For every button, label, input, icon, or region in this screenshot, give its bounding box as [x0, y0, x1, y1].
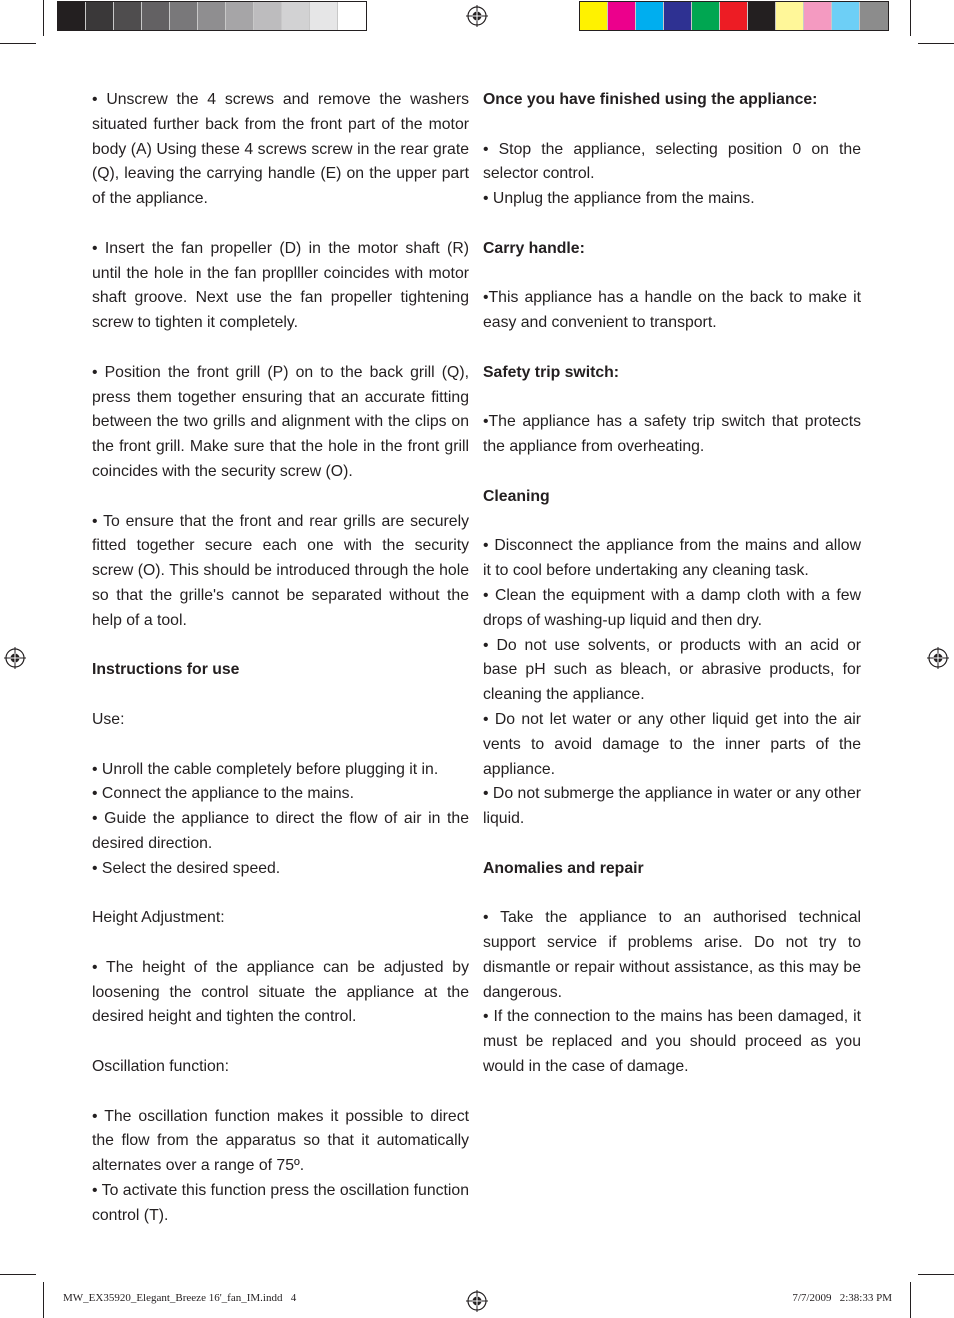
crop-mark	[0, 1274, 36, 1275]
crop-mark	[910, 1282, 911, 1318]
paragraph-spacer	[483, 212, 861, 237]
paragraph: • Do not let water or any other liquid get into the air vents to avoid damage to the inner parts of the appliance.	[483, 710, 861, 778]
paragraph: • Position the front grill (P) on to the back grill (Q), press them together ensuring that an accurate fitting between the two grills and alignment with the clips on the front grill. Make sure that the hole in the front grill coincides with the security screw (O).	[92, 363, 469, 480]
paragraph: • Unscrew the 4 screws and remove the washers situated further back from the front part of the motor body (A) Using these 4 screws screw in the rear grate (Q), leaving the carrying handle (E) on the upper part of the appliance.	[92, 91, 469, 208]
paragraph-spacer	[92, 634, 469, 659]
paragraph-spacer	[483, 336, 861, 361]
paragraph-spacer	[483, 386, 861, 411]
paragraph: • The oscillation function makes it possible to direct the flow from the apparatus so that it automatically alternates over a range of 75º.	[92, 1107, 469, 1175]
registration-mark-icon	[466, 1290, 488, 1312]
section-heading: Instructions for use	[92, 661, 240, 679]
color-swatch	[254, 2, 282, 30]
paragraph: • Select the desired speed.	[92, 859, 281, 877]
slug-filename: MW_EX35920_Elegant_Breeze 16'_fan_IM.indd 4	[63, 1292, 297, 1304]
grayscale-color-bar	[57, 1, 367, 31]
left-text-column	[92, 88, 469, 1229]
paragraph-spacer	[92, 1030, 469, 1055]
color-swatch	[114, 2, 142, 30]
paragraph-spacer	[483, 460, 861, 485]
crop-mark	[918, 1274, 954, 1275]
color-swatch	[664, 2, 692, 30]
paragraph: • Disconnect the appliance from the mains and allow it to cool before undertaking any cleaning task.	[483, 537, 861, 580]
color-swatch	[832, 2, 860, 30]
crop-mark	[43, 0, 44, 36]
paragraph: • Do not use solvents, or products with an acid or base pH such as bleach, or abrasive products, for cleaning the appliance.	[483, 636, 861, 704]
paragraph: • Unplug the appliance from the mains.	[483, 190, 755, 208]
paragraph-spacer	[483, 832, 861, 857]
color-swatch	[310, 2, 338, 30]
paragraph-spacer	[483, 113, 861, 138]
paragraph-spacer	[92, 485, 469, 510]
section-heading: Once you have finished using the appliance:	[483, 91, 818, 108]
paragraph: • Do not submerge the appliance in water or any other liquid.	[483, 785, 861, 828]
section-heading: Carry handle:	[483, 239, 585, 257]
paragraph-spacer	[92, 336, 469, 361]
section-heading: Cleaning	[483, 487, 550, 505]
color-swatch	[804, 2, 832, 30]
color-swatch	[720, 2, 748, 30]
color-swatch	[338, 2, 366, 30]
section-heading: Safety trip switch:	[483, 363, 620, 381]
paragraph-spacer	[483, 262, 861, 287]
color-swatch	[198, 2, 226, 30]
color-swatch	[692, 2, 720, 30]
paragraph-spacer	[92, 733, 469, 758]
color-swatch	[142, 2, 170, 30]
paragraph-spacer	[92, 212, 469, 237]
paragraph-spacer	[92, 882, 469, 907]
color-swatch	[776, 2, 804, 30]
paragraph: • Insert the fan propeller (D) in the motor shaft (R) until the hole in the fan proplller coincides with motor shaft groove. Next use the fan propeller tightening screw to tighten it completely.	[92, 239, 469, 332]
paragraph-spacer	[483, 510, 861, 535]
registration-mark-icon	[466, 5, 488, 27]
crop-mark	[43, 1282, 44, 1318]
color-swatch	[282, 2, 310, 30]
paragraph-spacer	[92, 683, 469, 708]
process-color-bar	[579, 1, 889, 31]
paragraph: • To activate this function press the oscillation function control (T).	[92, 1182, 469, 1224]
color-swatch	[748, 2, 776, 30]
color-swatch	[636, 2, 664, 30]
color-swatch	[170, 2, 198, 30]
paragraph-spacer	[92, 1080, 469, 1105]
color-swatch	[58, 2, 86, 30]
paragraph: •The appliance has a safety trip switch that protects the appliance from overheating.	[483, 413, 861, 456]
color-swatch	[580, 2, 608, 30]
crop-mark	[910, 0, 911, 36]
crop-mark	[0, 43, 36, 44]
paragraph-spacer	[92, 931, 469, 956]
right-text-column	[483, 88, 861, 1080]
color-swatch	[86, 2, 114, 30]
paragraph: Oscillation function:	[92, 1058, 229, 1076]
paragraph: • Guide the appliance to direct the flow of air in the desired direction.	[92, 810, 469, 852]
paragraph: • Stop the appliance, selecting position 0 on the selector control.	[483, 140, 861, 183]
paragraph: •This appliance has a handle on the back to make it easy and convenient to transport.	[483, 289, 861, 332]
registration-mark-icon	[927, 647, 949, 669]
paragraph: • Clean the equipment with a damp cloth with a few drops of washing-up liquid and then dry.	[483, 586, 861, 629]
color-swatch	[608, 2, 636, 30]
crop-mark	[918, 43, 954, 44]
registration-mark-icon	[4, 647, 26, 669]
paragraph: Use:	[92, 710, 125, 728]
slug-timestamp: 7/7/2009 2:38:33 PM	[792, 1292, 892, 1304]
paragraph: • If the connection to the mains has been damaged, it must be replaced and you should proceed as you would in the case of damage.	[483, 1008, 861, 1076]
paragraph: • Connect the appliance to the mains.	[92, 785, 354, 803]
paragraph-spacer	[483, 882, 861, 907]
paragraph: • Unroll the cable completely before plugging it in.	[92, 760, 439, 778]
paragraph: • The height of the appliance can be adjusted by loosening the control situate the appliance at the desired height and tighten the control.	[92, 958, 469, 1026]
color-swatch	[226, 2, 254, 30]
section-heading: Anomalies and repair	[483, 859, 644, 877]
paragraph: • To ensure that the front and rear grills are securely fitted together secure each one with the security screw (O). This should be introduced through the hole so that the grille's cannot be separated without the help of a tool.	[92, 512, 469, 629]
paragraph: • Take the appliance to an authorised technical support service if problems arise. Do not try to dismantle or repair without assistance, as this may be dangerous.	[483, 909, 861, 1001]
color-swatch	[860, 2, 888, 30]
paragraph: Height Adjustment:	[92, 909, 225, 927]
